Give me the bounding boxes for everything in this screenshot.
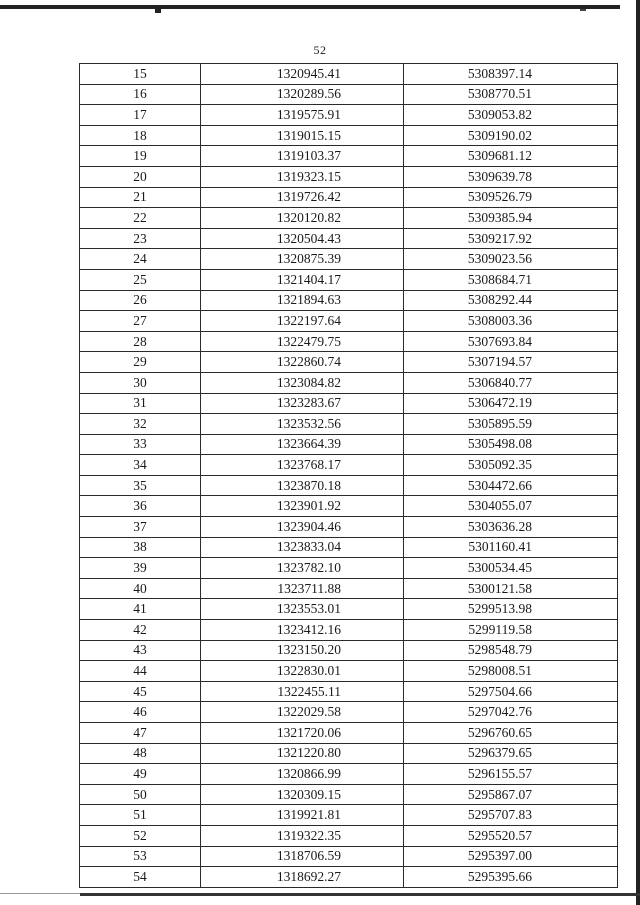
point-number-cell: 34 xyxy=(80,455,201,476)
y-coordinate-cell: 5304472.66 xyxy=(404,475,618,496)
point-number-cell: 35 xyxy=(80,475,201,496)
x-coordinate-cell: 1319322.35 xyxy=(201,825,404,846)
table-body xyxy=(80,64,618,888)
point-number-cell: 54 xyxy=(80,867,201,888)
coordinates-table-container xyxy=(79,63,617,888)
x-coordinate-cell: 1323782.10 xyxy=(201,558,404,579)
table-row xyxy=(80,661,618,682)
table-row xyxy=(80,743,618,764)
table-row xyxy=(80,784,618,805)
y-coordinate-cell: 5305895.59 xyxy=(404,414,618,435)
point-number-cell: 24 xyxy=(80,249,201,270)
scan-edge-bottom xyxy=(80,893,640,896)
table-row xyxy=(80,846,618,867)
page-number: 52 xyxy=(313,43,327,57)
table-row xyxy=(80,496,618,517)
y-coordinate-cell: 5309190.02 xyxy=(404,125,618,146)
table-row xyxy=(80,599,618,620)
x-coordinate-cell: 1320309.15 xyxy=(201,784,404,805)
y-coordinate-cell: 5308684.71 xyxy=(404,269,618,290)
x-coordinate-cell: 1320875.39 xyxy=(201,249,404,270)
y-coordinate-cell: 5309681.12 xyxy=(404,146,618,167)
x-coordinate-cell: 1322830.01 xyxy=(201,661,404,682)
x-coordinate-cell: 1322860.74 xyxy=(201,352,404,373)
point-number-cell: 36 xyxy=(80,496,201,517)
table-row xyxy=(80,64,618,85)
table-row xyxy=(80,434,618,455)
point-number-cell: 19 xyxy=(80,146,201,167)
table-row xyxy=(80,558,618,579)
point-number-cell: 51 xyxy=(80,805,201,826)
y-coordinate-cell: 5296760.65 xyxy=(404,723,618,744)
x-coordinate-cell: 1323084.82 xyxy=(201,372,404,393)
x-coordinate-cell: 1319015.15 xyxy=(201,125,404,146)
x-coordinate-cell: 1323412.16 xyxy=(201,620,404,641)
point-number-cell: 21 xyxy=(80,187,201,208)
x-coordinate-cell: 1322479.75 xyxy=(201,331,404,352)
x-coordinate-cell: 1319103.37 xyxy=(201,146,404,167)
y-coordinate-cell: 5299119.58 xyxy=(404,620,618,641)
point-number-cell: 22 xyxy=(80,208,201,229)
y-coordinate-cell: 5307693.84 xyxy=(404,331,618,352)
x-coordinate-cell: 1320866.99 xyxy=(201,764,404,785)
point-number-cell: 15 xyxy=(80,64,201,85)
table-row xyxy=(80,311,618,332)
point-number-cell: 25 xyxy=(80,269,201,290)
x-coordinate-cell: 1323711.88 xyxy=(201,578,404,599)
x-coordinate-cell: 1322197.64 xyxy=(201,311,404,332)
y-coordinate-cell: 5306840.77 xyxy=(404,372,618,393)
y-coordinate-cell: 5295520.57 xyxy=(404,825,618,846)
y-coordinate-cell: 5298008.51 xyxy=(404,661,618,682)
y-coordinate-cell: 5300121.58 xyxy=(404,578,618,599)
y-coordinate-cell: 5295707.83 xyxy=(404,805,618,826)
y-coordinate-cell: 5295395.66 xyxy=(404,867,618,888)
point-number-cell: 33 xyxy=(80,434,201,455)
table-row xyxy=(80,249,618,270)
y-coordinate-cell: 5301160.41 xyxy=(404,537,618,558)
x-coordinate-cell: 1318692.27 xyxy=(201,867,404,888)
x-coordinate-cell: 1323833.04 xyxy=(201,537,404,558)
table-row xyxy=(80,393,618,414)
y-coordinate-cell: 5297504.66 xyxy=(404,681,618,702)
x-coordinate-cell: 1320945.41 xyxy=(201,64,404,85)
scan-edge-top xyxy=(0,5,620,9)
table-row xyxy=(80,290,618,311)
table-row xyxy=(80,475,618,496)
table-row xyxy=(80,620,618,641)
table-row xyxy=(80,352,618,373)
x-coordinate-cell: 1323870.18 xyxy=(201,475,404,496)
y-coordinate-cell: 5309385.94 xyxy=(404,208,618,229)
point-number-cell: 41 xyxy=(80,599,201,620)
x-coordinate-cell: 1320120.82 xyxy=(201,208,404,229)
point-number-cell: 39 xyxy=(80,558,201,579)
table-row xyxy=(80,269,618,290)
y-coordinate-cell: 5308003.36 xyxy=(404,311,618,332)
y-coordinate-cell: 5295397.00 xyxy=(404,846,618,867)
table-row xyxy=(80,681,618,702)
table-row xyxy=(80,702,618,723)
point-number-cell: 20 xyxy=(80,166,201,187)
point-number-cell: 49 xyxy=(80,764,201,785)
x-coordinate-cell: 1319575.91 xyxy=(201,105,404,126)
table-row xyxy=(80,517,618,538)
x-coordinate-cell: 1323532.56 xyxy=(201,414,404,435)
y-coordinate-cell: 5308397.14 xyxy=(404,64,618,85)
table-row xyxy=(80,414,618,435)
x-coordinate-cell: 1323150.20 xyxy=(201,640,404,661)
x-coordinate-cell: 1320289.56 xyxy=(201,84,404,105)
point-number-cell: 27 xyxy=(80,311,201,332)
y-coordinate-cell: 5303636.28 xyxy=(404,517,618,538)
y-coordinate-cell: 5298548.79 xyxy=(404,640,618,661)
y-coordinate-cell: 5306472.19 xyxy=(404,393,618,414)
x-coordinate-cell: 1322455.11 xyxy=(201,681,404,702)
table-row xyxy=(80,764,618,785)
table-row xyxy=(80,331,618,352)
y-coordinate-cell: 5307194.57 xyxy=(404,352,618,373)
y-coordinate-cell: 5305092.35 xyxy=(404,455,618,476)
x-coordinate-cell: 1321220.80 xyxy=(201,743,404,764)
point-number-cell: 48 xyxy=(80,743,201,764)
x-coordinate-cell: 1321404.17 xyxy=(201,269,404,290)
point-number-cell: 18 xyxy=(80,125,201,146)
y-coordinate-cell: 5300534.45 xyxy=(404,558,618,579)
table-row xyxy=(80,146,618,167)
point-number-cell: 29 xyxy=(80,352,201,373)
x-coordinate-cell: 1321894.63 xyxy=(201,290,404,311)
point-number-cell: 32 xyxy=(80,414,201,435)
x-coordinate-cell: 1323904.46 xyxy=(201,517,404,538)
y-coordinate-cell: 5305498.08 xyxy=(404,434,618,455)
y-coordinate-cell: 5296379.65 xyxy=(404,743,618,764)
y-coordinate-cell: 5304055.07 xyxy=(404,496,618,517)
point-number-cell: 17 xyxy=(80,105,201,126)
y-coordinate-cell: 5309526.79 xyxy=(404,187,618,208)
point-number-cell: 52 xyxy=(80,825,201,846)
coordinates-table xyxy=(79,63,618,888)
y-coordinate-cell: 5295867.07 xyxy=(404,784,618,805)
point-number-cell: 50 xyxy=(80,784,201,805)
x-coordinate-cell: 1323664.39 xyxy=(201,434,404,455)
y-coordinate-cell: 5308292.44 xyxy=(404,290,618,311)
point-number-cell: 43 xyxy=(80,640,201,661)
scan-mark xyxy=(580,9,586,11)
x-coordinate-cell: 1320504.43 xyxy=(201,228,404,249)
point-number-cell: 30 xyxy=(80,372,201,393)
table-row xyxy=(80,125,618,146)
table-row xyxy=(80,105,618,126)
y-coordinate-cell: 5308770.51 xyxy=(404,84,618,105)
point-number-cell: 23 xyxy=(80,228,201,249)
point-number-cell: 45 xyxy=(80,681,201,702)
table-row xyxy=(80,867,618,888)
table-row xyxy=(80,208,618,229)
y-coordinate-cell: 5296155.57 xyxy=(404,764,618,785)
y-coordinate-cell: 5309053.82 xyxy=(404,105,618,126)
y-coordinate-cell: 5309217.92 xyxy=(404,228,618,249)
table-row xyxy=(80,537,618,558)
scan-edge-right xyxy=(636,0,640,905)
point-number-cell: 47 xyxy=(80,723,201,744)
scan-mark xyxy=(155,9,161,13)
point-number-cell: 42 xyxy=(80,620,201,641)
x-coordinate-cell: 1323553.01 xyxy=(201,599,404,620)
table-row xyxy=(80,723,618,744)
x-coordinate-cell: 1323768.17 xyxy=(201,455,404,476)
table-row xyxy=(80,187,618,208)
table-row xyxy=(80,825,618,846)
point-number-cell: 37 xyxy=(80,517,201,538)
point-number-cell: 46 xyxy=(80,702,201,723)
table-row xyxy=(80,372,618,393)
table-row xyxy=(80,166,618,187)
point-number-cell: 26 xyxy=(80,290,201,311)
point-number-cell: 53 xyxy=(80,846,201,867)
point-number-cell: 40 xyxy=(80,578,201,599)
table-row xyxy=(80,640,618,661)
table-row xyxy=(80,455,618,476)
x-coordinate-cell: 1323283.67 xyxy=(201,393,404,414)
x-coordinate-cell: 1319921.81 xyxy=(201,805,404,826)
y-coordinate-cell: 5309639.78 xyxy=(404,166,618,187)
scan-edge-bottom xyxy=(0,893,80,894)
point-number-cell: 28 xyxy=(80,331,201,352)
y-coordinate-cell: 5299513.98 xyxy=(404,599,618,620)
y-coordinate-cell: 5309023.56 xyxy=(404,249,618,270)
x-coordinate-cell: 1321720.06 xyxy=(201,723,404,744)
x-coordinate-cell: 1322029.58 xyxy=(201,702,404,723)
x-coordinate-cell: 1319323.15 xyxy=(201,166,404,187)
x-coordinate-cell: 1318706.59 xyxy=(201,846,404,867)
point-number-cell: 16 xyxy=(80,84,201,105)
x-coordinate-cell: 1319726.42 xyxy=(201,187,404,208)
x-coordinate-cell: 1323901.92 xyxy=(201,496,404,517)
point-number-cell: 44 xyxy=(80,661,201,682)
table-row xyxy=(80,84,618,105)
point-number-cell: 31 xyxy=(80,393,201,414)
table-row xyxy=(80,578,618,599)
point-number-cell: 38 xyxy=(80,537,201,558)
table-row xyxy=(80,805,618,826)
table-row xyxy=(80,228,618,249)
y-coordinate-cell: 5297042.76 xyxy=(404,702,618,723)
